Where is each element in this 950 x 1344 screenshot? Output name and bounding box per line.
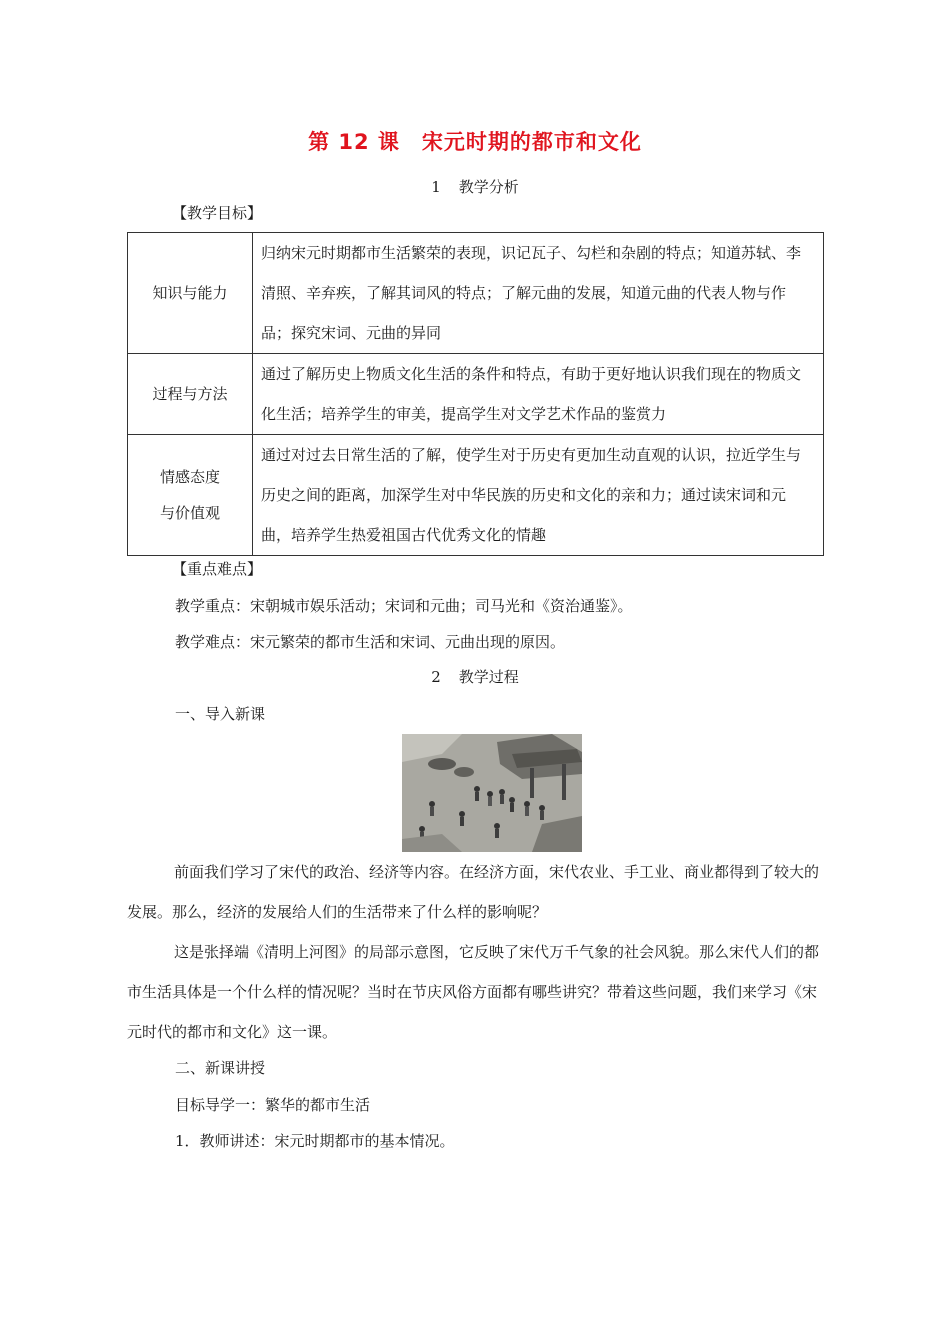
row-label: 知识与能力 [128, 233, 253, 354]
key-heading: 【重点难点】 [172, 560, 263, 578]
section-number: 1 [431, 178, 441, 196]
table-row [128, 354, 824, 435]
row-content: 归纳宋元时期都市生活繁荣的表现，识记瓦子、勾栏和杂剧的特点；知道苏轼、李清照、辛弃疾，了解其词风的特点；了解元曲的发展，知道元曲的代表人物与作品；探究宋词、元曲的异同 [253, 233, 824, 354]
section-heading-process [0, 666, 950, 687]
section-label: 教学过程 [458, 668, 519, 686]
section-number: 2 [431, 668, 441, 686]
row-content: 通过了解历史上物质文化生活的条件和特点，有助于更好地认识我们现在的物质文化生活；培养学生的审美，提高学生对文学艺术作品的鉴赏力 [253, 354, 824, 435]
intro-paragraph-2: 这是张择端《清明上河图》的局部示意图，它反映了宋代万千气象的社会风貌。那么宋代人们的都市生活具体是一个什么样的情况呢？当时在节庆风俗方面都有哪些讲究？带着这些问题，我们来学习《宋元时代的都市和文化》这一课。 [127, 943, 820, 1041]
page-title [0, 126, 950, 156]
table-row [128, 233, 824, 354]
section-heading-analysis [0, 176, 950, 197]
qingming-painting-image [402, 734, 582, 852]
row-label: 情感态度 与价值观 [128, 435, 253, 556]
key-point: 教学重点：宋朝城市娱乐活动；宋词和元曲；司马光和《资治通鉴》。 [175, 597, 633, 615]
item-1: 1．教师讲述：宋元时期都市的基本情况。 [175, 1132, 455, 1150]
lesson-number: 第 12 课 [308, 130, 400, 154]
goals-table [127, 232, 824, 556]
section-label: 教学分析 [458, 178, 519, 196]
goals-heading: 【教学目标】 [172, 204, 263, 222]
lesson-name: 宋元时期的都市和文化 [421, 130, 642, 154]
painting-illustration [402, 734, 582, 852]
difficult-point: 教学难点：宋元繁荣的都市生活和宋词、元曲出现的原因。 [175, 633, 566, 651]
goal-guide-1: 目标导学一：繁华的都市生活 [175, 1096, 371, 1114]
row-label: 过程与方法 [128, 354, 253, 435]
table-row [128, 435, 824, 556]
intro-paragraph-1: 前面我们学习了宋代的政治、经济等内容。在经济方面，宋代农业、手工业、商业都得到了较大的发展。那么，经济的发展给人们的生活带来了什么样的影响呢？ [127, 863, 820, 921]
part2-heading: 二、新课讲授 [175, 1059, 266, 1077]
part1-heading: 一、导入新课 [175, 705, 266, 723]
row-content: 通过对过去日常生活的了解，使学生对于历史有更加生动直观的认识，拉近学生与历史之间的距离，加深学生对中华民族的历史和文化的亲和力；通过读宋词和元曲，培养学生热爱祖国古代优秀文化的情趣 [253, 435, 824, 556]
